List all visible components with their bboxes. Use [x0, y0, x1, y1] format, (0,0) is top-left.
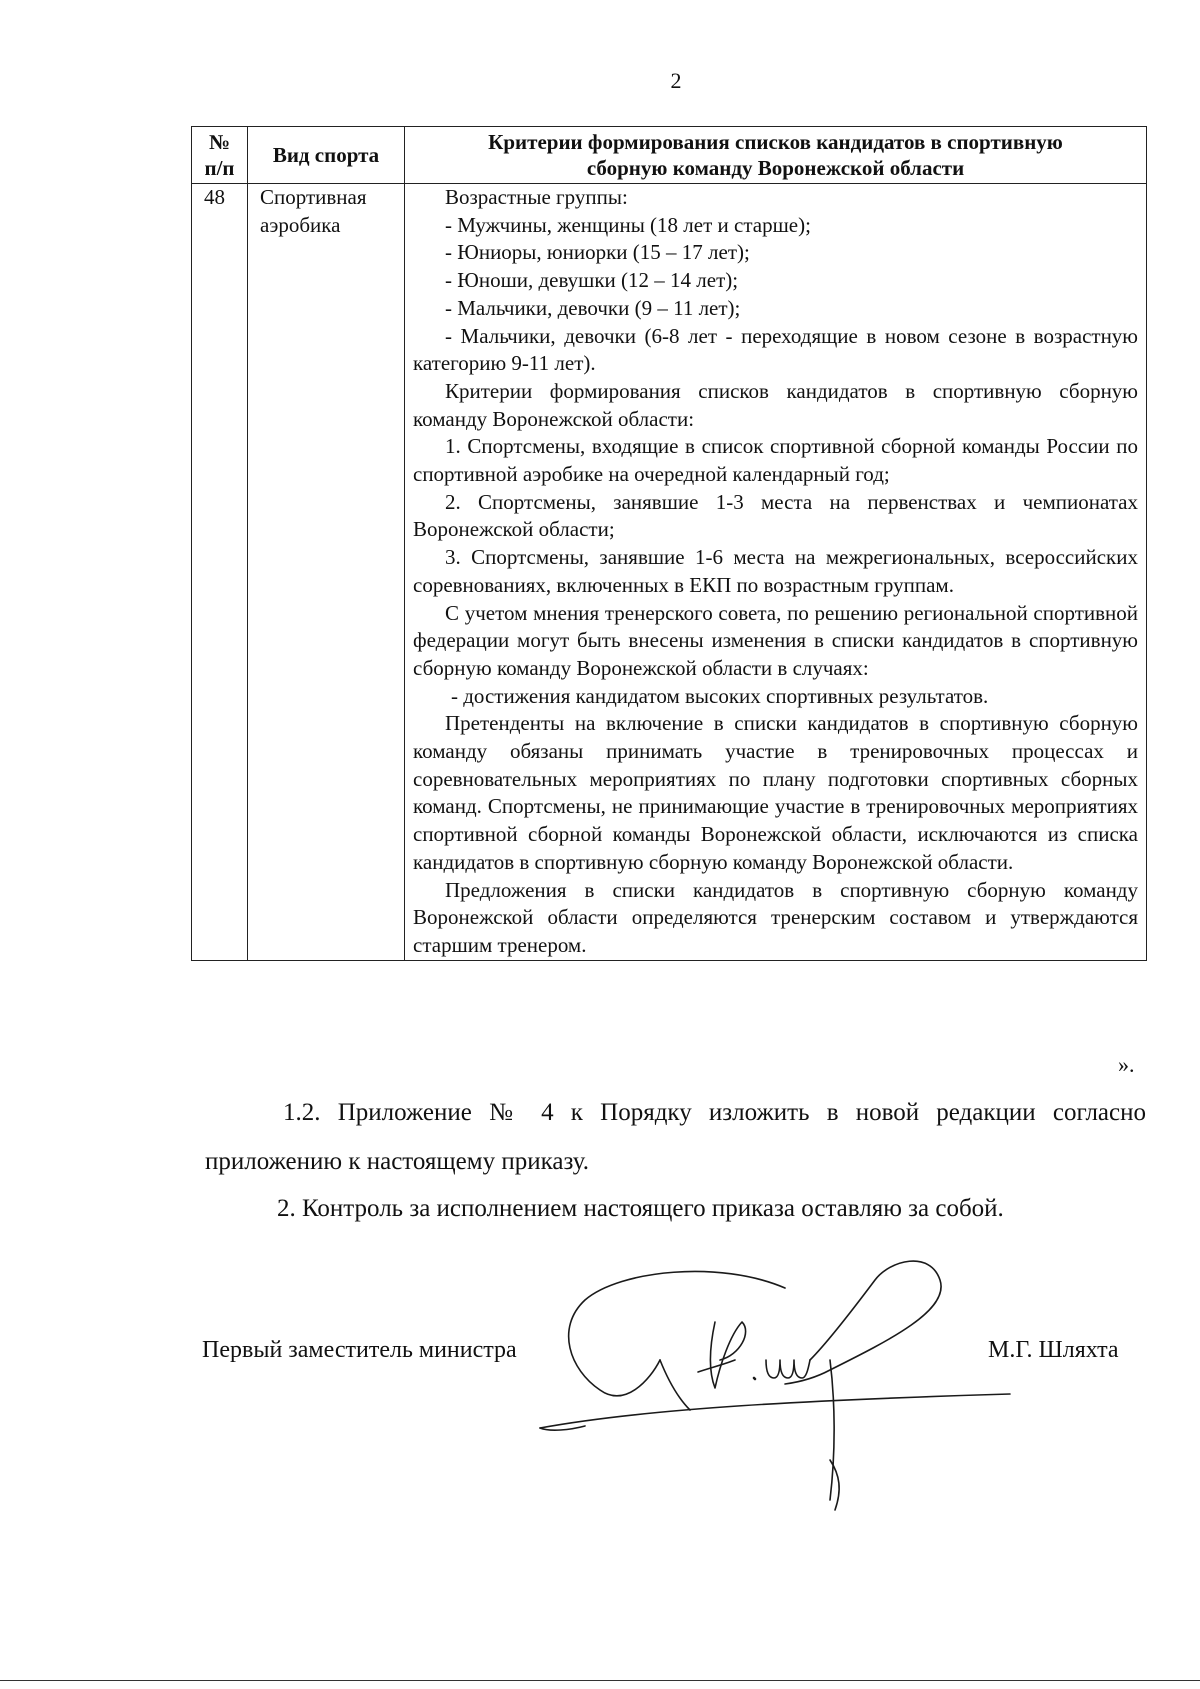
closing-quote: ».: [1118, 1052, 1135, 1077]
criteria-para: - достижения кандидатом высоких спортивных результатов.: [451, 683, 989, 708]
signatory-name: М.Г. Шляхта: [988, 1337, 1119, 1363]
criteria-para: 2. Спортсмены, занявшие 1-3 места на первенствах и чемпионатах Воронежской области;: [413, 489, 1138, 542]
criteria-para: - Мальчики, девочки (6-8 лет - переходящие в новом сезоне в возрастную категорию 9-11 лет).: [413, 323, 1138, 376]
header-number-line1: №: [208, 130, 231, 154]
row-sport: Спортивная аэробика: [248, 184, 405, 961]
page-number: 2: [670, 68, 682, 93]
paragraph-1-2: 1.2. Приложение № 4 к Порядку изложить в новой редакции согласно приложению к настоящему приказу.: [205, 1099, 1146, 1175]
criteria-para: - Юноши, девушки (12 – 14 лет);: [445, 268, 739, 293]
criteria-para: Критерии формирования списков кандидатов в спортивную сборную команду Воронежской области:: [413, 378, 1138, 431]
criteria-para: 1. Спортсмены, входящие в список спортивной сборной команды России по спортивной аэробике на очередной календарный год;: [413, 434, 1138, 487]
header-number: [192, 127, 248, 184]
header-number-line2: п/п: [204, 156, 235, 180]
table-row: [192, 184, 1147, 961]
header-criteria-line2: сборную команду Воронежской области: [586, 156, 965, 180]
criteria-para: - Мужчины, женщины (18 лет и старше);: [445, 212, 811, 237]
footer-rule: [0, 1680, 1200, 1681]
criteria-para: 3. Спортсмены, занявшие 1-6 места на межрегиональных, всероссийских соревнованиях, включенных в ЕКП по возрастным группам.: [413, 545, 1138, 597]
row-criteria: [405, 184, 1147, 961]
criteria-para: Претенденты на включение в списки кандидатов в спортивную сборную команду обязаны принимать участие в тренировочных процессах и соревновательных мероприятиях по плану подготовки спортивных сборных команд. Спортсмены, не принимающие участие в тренировочных мероприятиях спортивной сборной команды Воронежской области, исключаются из списка кандидатов в спортивную сборную команду Воронежской области.: [413, 711, 1138, 874]
criteria-para: - Мальчики, девочки (9 – 11 лет);: [445, 295, 741, 320]
criteria-para: С учетом мнения тренерского совета, по решению региональной спортивной федерации могут быть внесены изменения в списки кандидатов в спортивную сборную команду Воронежской области в случаях:: [413, 600, 1138, 680]
criteria-para: - Юниоры, юниорки (15 – 17 лет);: [445, 240, 750, 265]
criteria-table: [191, 126, 1147, 961]
table-header-row: [192, 127, 1147, 184]
signatory-title: Первый заместитель министра: [202, 1337, 517, 1363]
criteria-para: Предложения в списки кандидатов в спортивную сборную команду Воронежской области определяются тренерским составом и утверждаются старшим тренером.: [413, 877, 1138, 957]
header-sport: Вид спорта: [248, 127, 405, 184]
header-criteria: [405, 127, 1147, 184]
paragraph-2: 2. Контроль за исполнением настоящего приказа оставляю за собой.: [277, 1195, 1004, 1222]
header-criteria-line1: Критерии формирования списков кандидатов в спортивную: [488, 130, 1063, 154]
criteria-para: Возрастные группы:: [445, 185, 628, 209]
handwritten-signature: [530, 1260, 1030, 1520]
row-number: 48: [192, 184, 248, 961]
